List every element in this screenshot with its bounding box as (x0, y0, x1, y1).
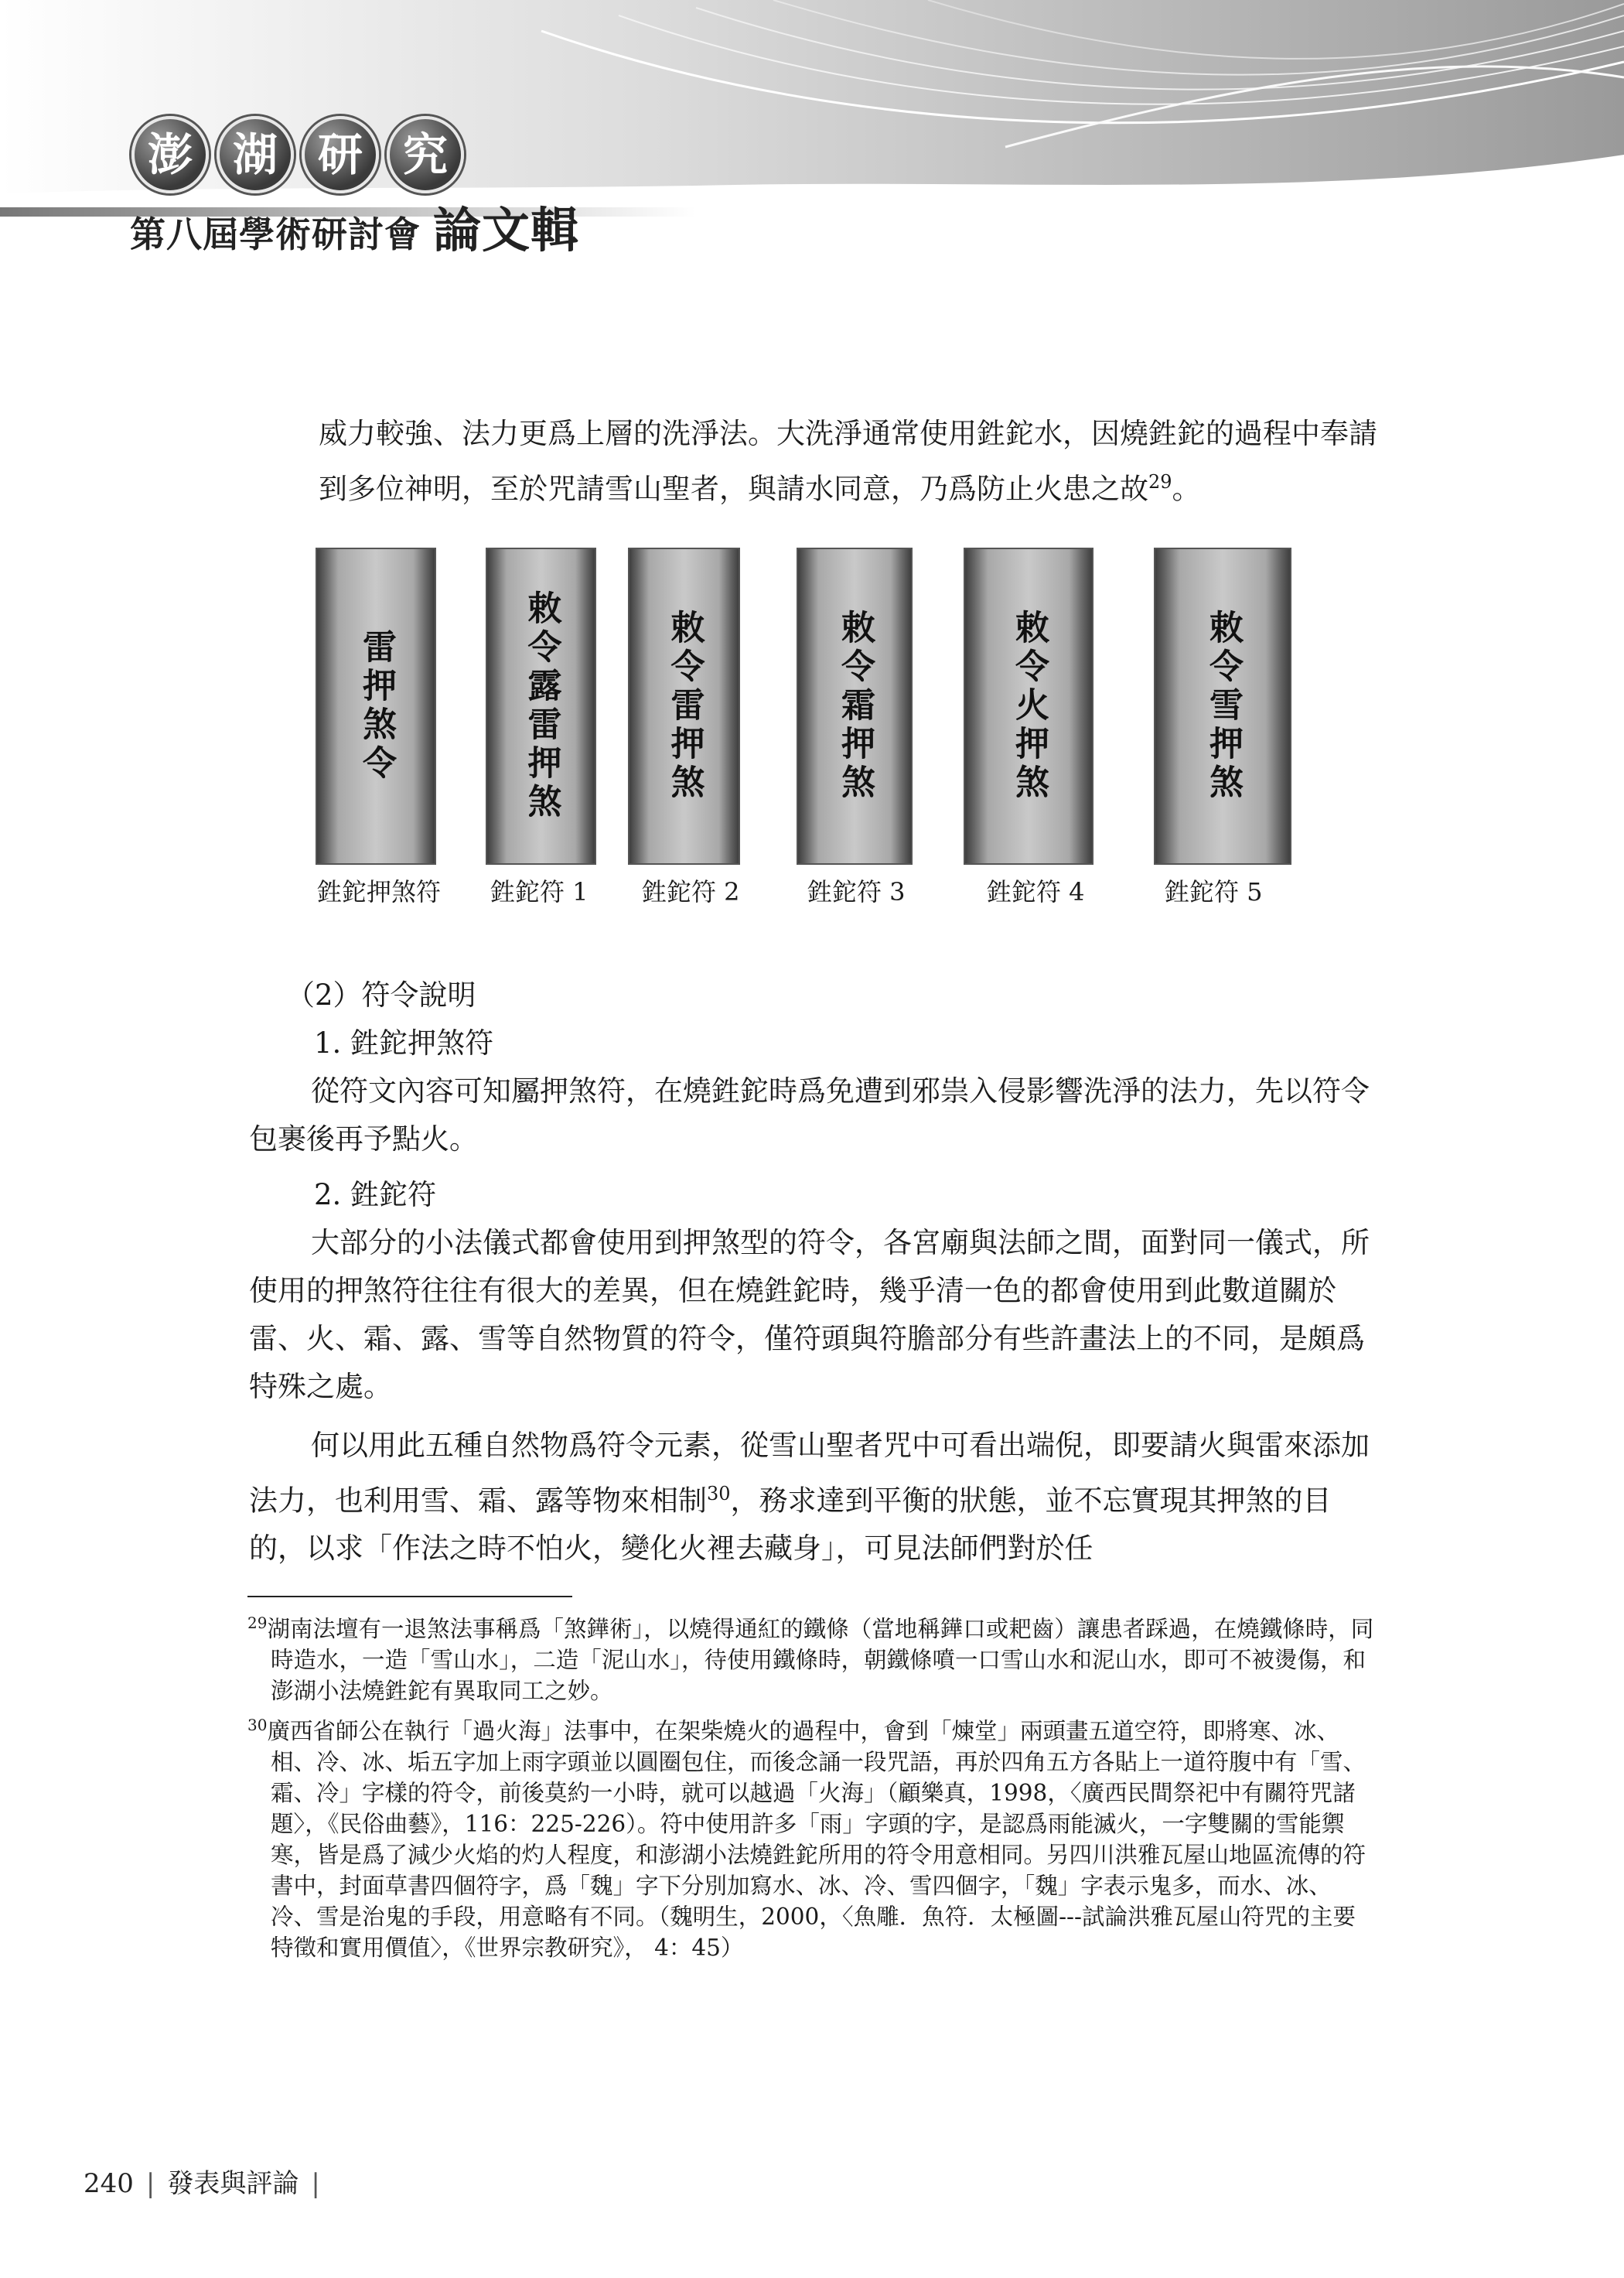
section-heading: （2）符令說明 (286, 978, 476, 1012)
figure-1 (316, 548, 436, 865)
title-char-circle: 湖 (217, 116, 294, 193)
figure-4 (797, 548, 913, 865)
footnote-number: 29 (247, 1614, 268, 1632)
talisman-image: 敕令雪押煞 (1154, 548, 1291, 865)
page-footer (84, 2162, 333, 2200)
figure-caption: 鉎鉈符 3 (807, 877, 906, 907)
figure-3 (628, 548, 740, 865)
paragraph-1-text: 威力較強、法力更爲上層的洗淨法。大洗淨通常使用鉎鉈水，因燒鉎鉈的過程中奉請到多位神明，至於咒請雪山聖者，與請水同意，乃爲防止火患之故 (319, 417, 1377, 506)
subtitle-big-text: 論文輯 (433, 202, 580, 255)
talisman-image: 敕令霜押煞 (797, 548, 913, 865)
talisman-image: 敕令露雷押煞 (486, 548, 596, 865)
figure-2 (486, 548, 596, 865)
subtitle-text: 第八屆學術研討會 (130, 213, 421, 255)
figure-6 (1154, 548, 1291, 865)
footnote-number: 30 (247, 1716, 268, 1734)
paragraph-1 (319, 410, 1378, 513)
talisman-image: 雷押煞令 (316, 548, 436, 865)
footnote-30 (247, 1709, 1377, 1963)
page-header (0, 0, 1624, 255)
paragraph-4-text-a: 何以用此五種自然物爲符令元素，從雪山聖者咒中可看出端倪，即要請火與雷來添加法力，也利用雪、霜、露等物來相制 (249, 1429, 1370, 1518)
figure-caption: 鉎鉈符 5 (1165, 877, 1263, 907)
talisman-image: 敕令火押煞 (964, 548, 1093, 865)
footnote-ref-30[interactable]: 30 (707, 1483, 731, 1504)
footnote-text: 湖南法壇有一退煞法事稱爲「煞鏵術」，以燒得通紅的鐵條（當地稱鏵口或耙齒）讓患者踩過，在燒鐵條時，同時造水，一造「雪山水」，二造「泥山水」，待使用鐵條時，朝鐵條噴一口雪山水和泥山水，即可不被燙傷，和澎湖小法燒鉎鉈有異取同工之妙。 (267, 1615, 1374, 1704)
footer-separator: | (145, 2168, 155, 2199)
paragraph-4-text-b: ，務求達到平衡的狀態，並不忘實現其押煞的目的，以求「作法之時不怕火，變化火裡去藏身」，可見法師們對於任 (249, 1484, 1332, 1566)
figure-caption: 鉎鉈符 1 (490, 877, 589, 907)
footnote-text: 廣西省師公在執行「過火海」法事中，在架柴燒火的過程中，會到「煉堂」兩頭畫五道空符，即將寒、冰、相、冷、冰、垢五字加上雨字頭並以圓圈包住，而後念誦一段咒語，再於四角五方各貼上一道符腹中有「雪、霜、冷」字樣的符令，前後莫約一小時，就可以越過「火海」（顧樂真，1998，〈廣西民間祭祀中有關符咒諸題〉，《民俗曲藝》，116：225-226）。符中使用許多「雨」字頭的字，是認爲雨能滅火，一字雙關的雪能禦寒，皆是爲了減少火焰的灼人程度，和澎湖小法燒鉎鉈所用的符令用意相同。另四川洪雅瓦屋山地區流傳的符書中，封面草書四個符字，爲「魏」字下分別加寫水、冰、冷、雪四個字，「魏」字表示鬼多，而水、冰、冷、雪是治鬼的手段，用意略有不同。（魏明生，2000，〈魚雕．魚符．太極圖---試論洪雅瓦屋山符咒的主要特徵和實用價值〉，《世界宗教研究》， 4：45） (267, 1717, 1366, 1961)
talisman-image: 敕令雷押煞 (628, 548, 740, 865)
paragraph-4 (249, 1422, 1378, 1573)
title-char-circle: 究 (387, 116, 464, 193)
footnote-ref-29[interactable]: 29 (1148, 471, 1172, 493)
title-char-circle: 澎 (131, 116, 209, 193)
item-heading-2: 2. 鉎鉈符 (314, 1178, 437, 1211)
page-number: 240 (84, 2168, 134, 2199)
paragraph-2: 從符文內容可知屬押煞符，在燒鉎鉈時爲免遭到邪祟入侵影響洗淨的法力，先以符令包裹後再予點火。 (249, 1074, 1370, 1156)
figure-caption: 鉎鉈押煞符 (317, 877, 442, 907)
figure-caption: 鉎鉈符 2 (642, 877, 740, 907)
paragraph-1-end: 。 (1172, 472, 1201, 506)
footnote-29 (247, 1607, 1377, 1706)
paragraph-3: 大部分的小法儀式都會使用到押煞型的符令，各宮廟與法師之間，面對同一儀式，所使用的押煞符往往有很大的差異，但在燒鉎鉈時，幾乎清一色的都會使用到此數道關於雷、火、霜、露、雪等自然物質的符令，僅符頭與符膽部分有些許畫法上的不同，是頗爲特殊之處。 (249, 1226, 1370, 1403)
figure-5 (964, 548, 1093, 865)
footer-separator: | (311, 2168, 320, 2199)
talisman-figures (0, 548, 1624, 919)
title-char-circle: 研 (302, 116, 379, 193)
journal-title-circles (131, 116, 464, 193)
figure-caption: 鉎鉈符 4 (987, 877, 1085, 907)
footer-section: 發表與評論 (167, 2168, 299, 2199)
footnote-divider (247, 1596, 572, 1597)
item-heading-1: 1. 鉎鉈押煞符 (314, 1026, 494, 1060)
journal-subtitle (130, 192, 579, 255)
